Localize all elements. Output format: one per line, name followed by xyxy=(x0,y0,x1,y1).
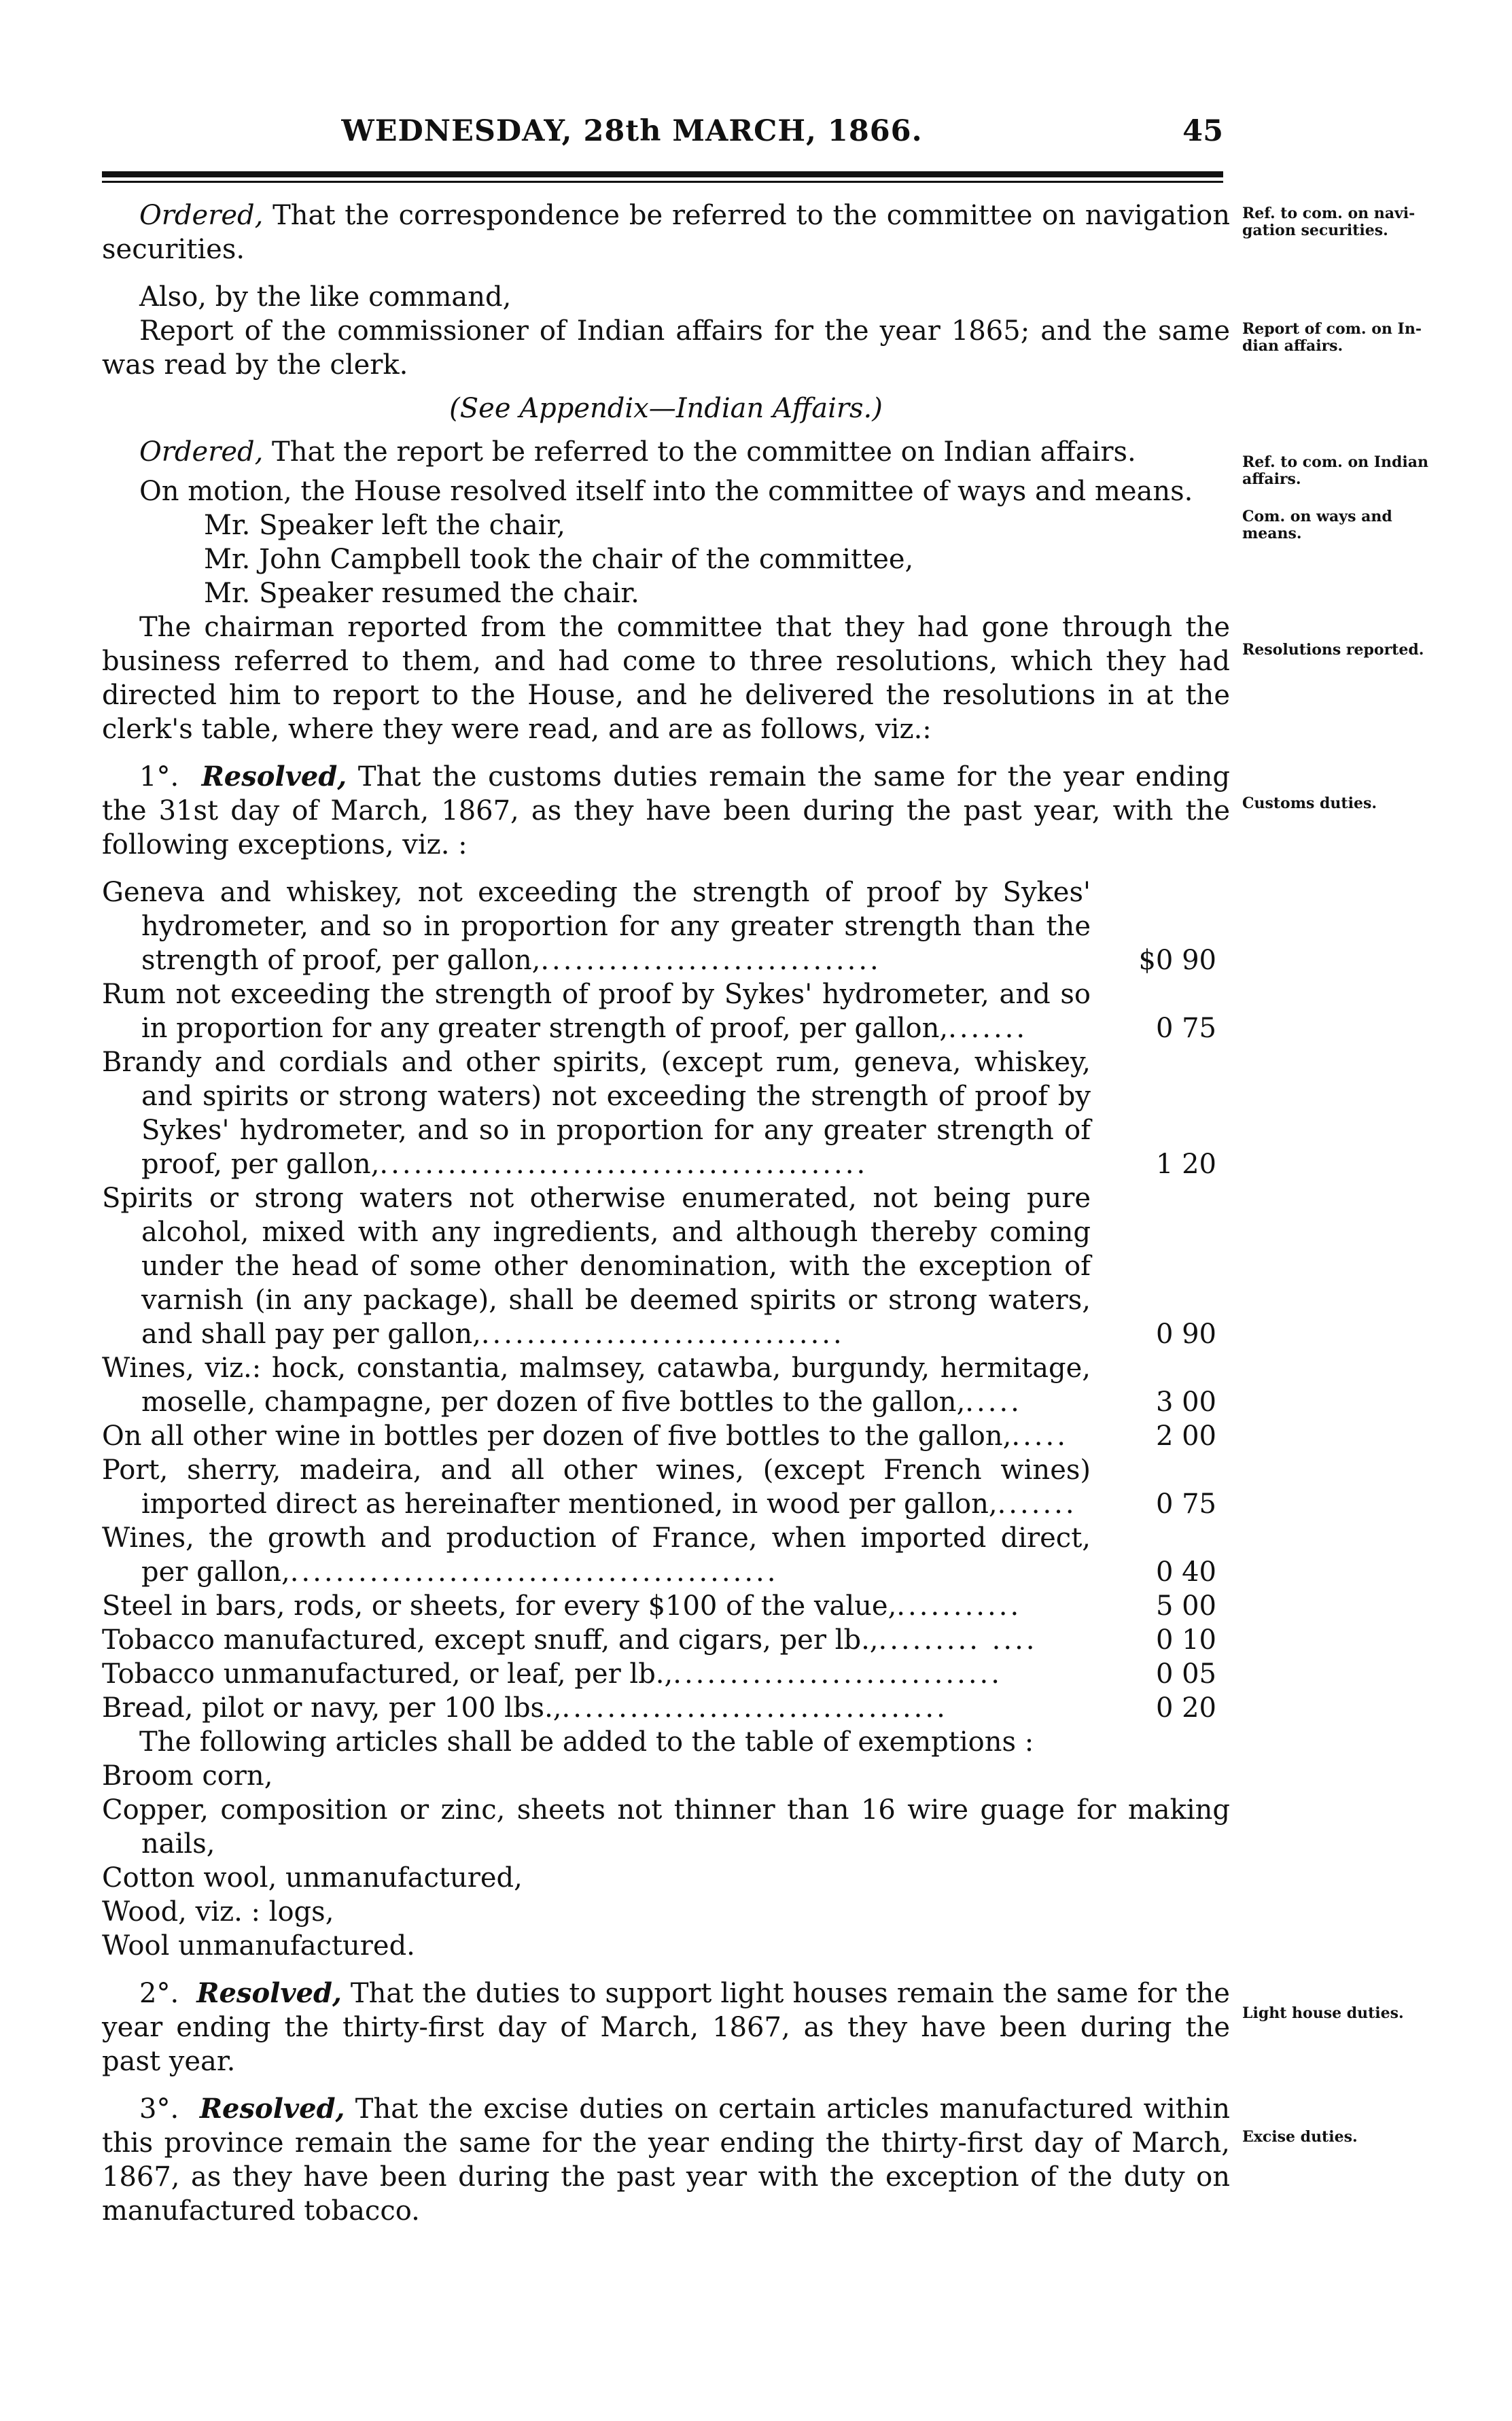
duty-amount: 1 20 xyxy=(1155,1149,1216,1180)
exemption-item: Wood, viz. : logs, xyxy=(102,1896,334,1928)
para-chairman-report: The chairman reported from the committee that they had gone through the business referred to them, and had come to three resolutions, which they had directed him to report to the House, and he delivered the resolutions in at the clerk's table, where they were read, and are as follows, viz.: xyxy=(102,612,1230,745)
duty-item xyxy=(102,1691,1230,1725)
leader-dots: ........................................... xyxy=(289,1556,779,1588)
header-rule-thick xyxy=(102,171,1223,177)
resolution-text: That the customs duties remain the same for the year ending the 31st day of March, 1867, as they have been during the past year, with the following exceptions, viz. : xyxy=(102,761,1230,860)
margin-note-resolutions: Resolutions reported. xyxy=(1242,641,1424,659)
resolved-label: Resolved, xyxy=(196,1977,342,2009)
resolved-label: Resolved, xyxy=(199,2093,345,2125)
resolution-number: 2°. xyxy=(139,1978,179,2009)
header-date: WEDNESDAY, 28th MARCH, 1866. xyxy=(341,114,923,148)
duty-item-text: Wines, the growth and production of France, when imported direct, per gallon, xyxy=(102,1522,1091,1588)
duty-item xyxy=(102,1419,1230,1453)
leader-dots: ........... xyxy=(896,1590,1022,1622)
duty-item xyxy=(102,1623,1230,1657)
resolved-label: Resolved, xyxy=(201,761,347,793)
duty-item-text: Steel in bars, rods, or sheets, for every $100 of the value, xyxy=(102,1590,897,1622)
duty-item xyxy=(102,1657,1230,1691)
margin-note-indian-report: Report of com. on In-dian affairs. xyxy=(1242,320,1422,355)
duty-amount: 2 00 xyxy=(1155,1421,1216,1452)
duty-item-text: Tobacco manufactured, except snuff, and cigars, per lb., xyxy=(102,1624,879,1656)
exemption-item: Copper, composition or zinc, sheets not thinner than 16 wire guage for making nails, xyxy=(102,1794,1230,1860)
leader-dots: ....... xyxy=(948,1013,1028,1044)
leader-dots: ....... xyxy=(997,1488,1077,1520)
exemption-item: Broom corn, xyxy=(102,1760,273,1792)
leader-dots: .............................. xyxy=(540,945,881,976)
duty-item-text: Geneva and whiskey, not exceeding the strength of proof by Sykes' hydrometer, and so in proportion for any greater strength than the strength of proof, per gallon, xyxy=(102,877,1091,976)
para-ordered-indian xyxy=(102,435,1230,469)
duty-amount: 3 00 xyxy=(1155,1387,1216,1418)
ordered-label: Ordered, xyxy=(139,436,264,468)
duty-item xyxy=(102,977,1230,1045)
duty-item-text: On all other wine in bottles per dozen of five bottles to the gallon, xyxy=(102,1421,1012,1452)
resolution-number: 1°. xyxy=(139,761,179,793)
duty-amount: 0 75 xyxy=(1155,1488,1216,1520)
para-speaker-left: Mr. Speaker left the chair, xyxy=(204,510,565,541)
page-header xyxy=(102,114,1223,162)
exemption-list xyxy=(102,1759,1230,1963)
exemptions-intro: The following articles shall be added to the table of exemptions : xyxy=(139,1726,1034,1758)
ordered-label: Ordered, xyxy=(139,200,264,231)
duty-item xyxy=(102,1351,1230,1419)
para-text: That the report be referred to the committee on Indian affairs. xyxy=(263,436,1136,468)
margin-note-excise: Excise duties. xyxy=(1242,2128,1358,2146)
duty-schedule xyxy=(102,875,1230,1725)
leader-dots: ............................. xyxy=(673,1658,1002,1690)
para-text: That the correspondence be referred to the committee on navigation securities. xyxy=(102,200,1230,265)
para-indian-report: Report of the commissioner of Indian affairs for the year 1865; and the same was read by the clerk. xyxy=(102,315,1230,381)
resolution-text: That the duties to support light houses remain the same for the year ending the thirty-first day of March, 1867, as they have been during the past year. xyxy=(102,1978,1230,2077)
leader-dots: ................................ xyxy=(480,1319,845,1350)
duty-item-text: Port, sherry, madeira, and all other wines, (except French wines) imported direct as hereinafter mentioned, in wood per gallon, xyxy=(102,1455,1091,1520)
page-number: 45 xyxy=(1182,114,1223,148)
duty-item xyxy=(102,1589,1230,1623)
duty-amount: 0 75 xyxy=(1155,1013,1216,1044)
resolution-text: That the excise duties on certain articles manufactured within this province remain the same for the year ending the thirty-first day of March, 1867, as they have been during the past year with the exception of the duty on manufactured tobacco. xyxy=(102,2093,1231,2227)
exemption-item: Wool unmanufactured. xyxy=(102,1930,415,1962)
para-speaker-resumed: Mr. Speaker resumed the chair. xyxy=(204,578,639,609)
duty-amount: 0 40 xyxy=(1155,1556,1216,1588)
duty-item-text: Bread, pilot or navy, per 100 lbs., xyxy=(102,1692,562,1724)
appendix-reference: (See Appendix—Indian Affairs.) xyxy=(449,393,883,424)
page-body xyxy=(102,198,1230,2228)
leader-dots: ........................................... xyxy=(379,1149,868,1180)
duty-amount: 0 10 xyxy=(1155,1624,1216,1656)
leader-dots: .................................. xyxy=(561,1692,948,1724)
margin-note-ways-means: Com. on ways and means. xyxy=(1242,508,1392,542)
para-like-command: Also, by the like command, xyxy=(139,281,512,313)
duty-item xyxy=(102,875,1230,977)
margin-note-light-house: Light house duties. xyxy=(1242,2004,1404,2022)
para-ordered-navigation xyxy=(102,198,1230,266)
margin-note-navigation: Ref. to com. on navi-gation securities. xyxy=(1242,205,1416,239)
duty-amount: 0 05 xyxy=(1155,1658,1216,1690)
duty-amount: $0 90 xyxy=(1138,945,1216,976)
margin-note-indian-ref: Ref. to com. on Indian affairs. xyxy=(1242,453,1429,488)
duty-item-text: Wines, viz.: hock, constantia, malmsey, catawba, burgundy, hermitage, moselle, champagne, per dozen of five bottles to the gallon, xyxy=(102,1353,1091,1418)
duty-amount: 5 00 xyxy=(1155,1590,1216,1622)
para-campbell-chair: Mr. John Campbell took the chair of the committee, xyxy=(204,544,914,575)
duty-item-text: Spirits or strong waters not otherwise enumerated, not being pure alcohol, mixed with any ingredients, and although thereby coming under the head of some other denomination, with the exception of varnish (in any package), shall be deemed spirits or strong waters, and shall pay per gallon, xyxy=(102,1183,1091,1350)
exemption-item: Cotton wool, unmanufactured, xyxy=(102,1862,523,1894)
leader-dots: ..... xyxy=(1011,1421,1068,1452)
duty-item xyxy=(102,1181,1230,1351)
duty-item-text: Tobacco unmanufactured, or leaf, per lb., xyxy=(102,1658,673,1690)
duty-item xyxy=(102,1045,1230,1181)
resolution-2 xyxy=(102,1976,1230,2078)
header-rule-thin xyxy=(102,181,1223,183)
duty-item xyxy=(102,1453,1230,1521)
duty-amount: 0 20 xyxy=(1155,1692,1216,1724)
margin-note-customs: Customs duties. xyxy=(1242,795,1377,812)
leader-dots: ..... xyxy=(965,1387,1022,1418)
duty-item-text: Brandy and cordials and other spirits, (except rum, geneva, whiskey, and spirits or strong waters) not exceeding the strength of proof by Sykes' hydrometer, and so in proportion for any greater strength of proof, per gallon, xyxy=(102,1047,1091,1180)
resolution-1 xyxy=(102,760,1230,862)
resolution-number: 3°. xyxy=(139,2093,179,2125)
para-motion: On motion, the House resolved itself into the committee of ways and means. xyxy=(139,476,1193,507)
duty-item-text: Rum not exceeding the strength of proof by Sykes' hydrometer, and so in proportion for any greater strength of proof, per gallon, xyxy=(102,979,1091,1044)
resolution-3 xyxy=(102,2092,1230,2228)
leader-dots: ......... .... xyxy=(878,1624,1038,1656)
duty-item xyxy=(102,1521,1230,1589)
duty-amount: 0 90 xyxy=(1155,1319,1216,1350)
